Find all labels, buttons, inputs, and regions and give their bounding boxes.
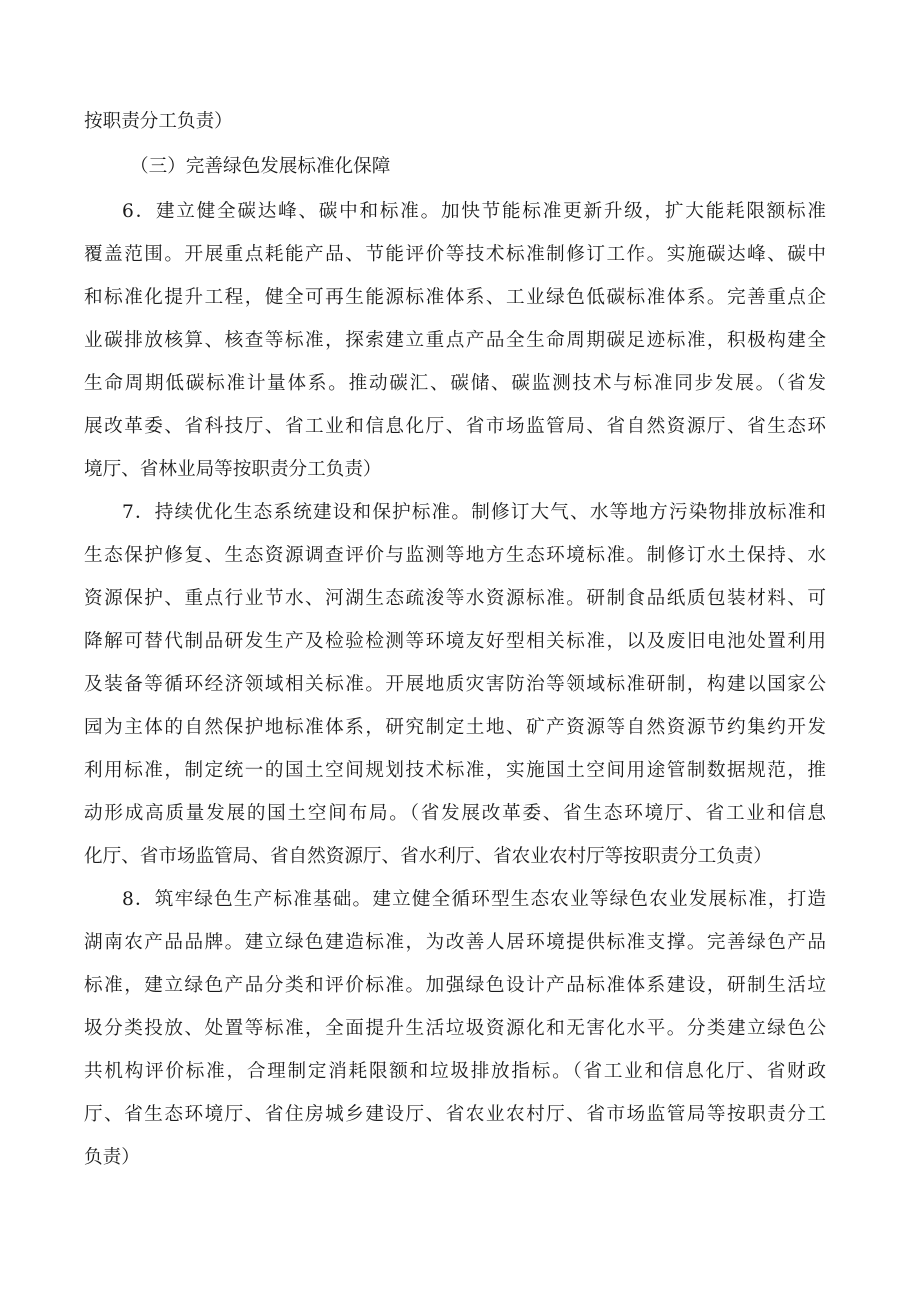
paragraph-6-line: 展改革委、省科技厅、省工业和信息化厅、省市场监管局、省自然资源厅、省生态环 xyxy=(84,416,826,437)
paragraph-7-line: 及装备等循环经济领域相关标准。开展地质灾害防治等领域标准研制，构建以国家公 xyxy=(84,674,826,695)
paragraph-8-line: 共机构评价标准，合理制定消耗限额和垃圾排放指标。（省工业和信息化厅、省财政 xyxy=(84,1061,826,1082)
paragraph-8-line: 标准，建立绿色产品分类和评价标准。加强绿色设计产品标准体系建设，研制生活垃 xyxy=(84,975,826,996)
paragraph-6-line: 6．建立健全碳达峰、碳中和标准。加快节能标准更新升级，扩大能耗限额标准 xyxy=(122,201,826,222)
paragraph-6-line: 和标准化提升工程，健全可再生能源标准体系、工业绿色低碳标准体系。完善重点企 xyxy=(84,287,826,308)
paragraph-6-line: 生命周期低碳标准计量体系。推动碳汇、碳储、碳监测技术与标准同步发展。（省发 xyxy=(84,373,826,394)
paragraph-8-line: 8．筑牢绿色生产标准基础。建立健全循环型生态农业等绿色农业发展标准，打造 xyxy=(122,889,826,910)
paragraph-7-line: 7．持续优化生态系统建设和保护标准。制修订大气、水等地方污染物排放标准和 xyxy=(122,502,826,523)
paragraph-7-line: 化厅、省市场监管局、省自然资源厅、省水利厅、省农业农村厅等按职责分工负责） xyxy=(84,846,772,867)
paragraph-7-line: 资源保护、重点行业节水、河湖生态疏浚等水资源标准。研制食品纸质包装材料、可 xyxy=(84,588,826,609)
paragraph-6-line: 境厅、省林业局等按职责分工负责） xyxy=(84,459,382,480)
paragraph-7-line: 动形成高质量发展的国土空间布局。（省发展改革委、省生态环境厅、省工业和信息 xyxy=(84,803,826,824)
paragraph-7-line: 园为主体的自然保护地标准体系，研究制定土地、矿产资源等自然资源节约集约开发 xyxy=(84,717,826,738)
text-line: 按职责分工负责） xyxy=(84,111,233,132)
paragraph-7-line: 生态保护修复、生态资源调查评价与监测等地方生态环境标准。制修订水土保持、水 xyxy=(84,545,826,566)
paragraph-8-line: 厅、省生态环境厅、省住房城乡建设厅、省农业农村厅、省市场监管局等按职责分工 xyxy=(84,1104,826,1125)
section-heading: （三）完善绿色发展标准化保障 xyxy=(130,156,391,177)
paragraph-6-line: 覆盖范围。开展重点耗能产品、节能评价等技术标准制修订工作。实施碳达峰、碳中 xyxy=(84,244,826,265)
paragraph-7-line: 利用标准，制定统一的国土空间规划技术标准，实施国土空间用途管制数据规范，推 xyxy=(84,760,826,781)
paragraph-7-line: 降解可替代制品研发生产及检验检测等环境友好型相关标准，以及废旧电池处置利用 xyxy=(84,631,826,652)
paragraph-8-line: 负责） xyxy=(84,1147,140,1168)
paragraph-6-line: 业碳排放核算、核查等标准，探索建立重点产品全生命周期碳足迹标准，积极构建全 xyxy=(84,330,826,351)
paragraph-8-line: 圾分类投放、处置等标准，全面提升生活垃圾资源化和无害化水平。分类建立绿色公 xyxy=(84,1018,826,1039)
paragraph-8-line: 湖南农产品品牌。建立绿色建造标准，为改善人居环境提供标准支撑。完善绿色产品 xyxy=(84,932,826,953)
